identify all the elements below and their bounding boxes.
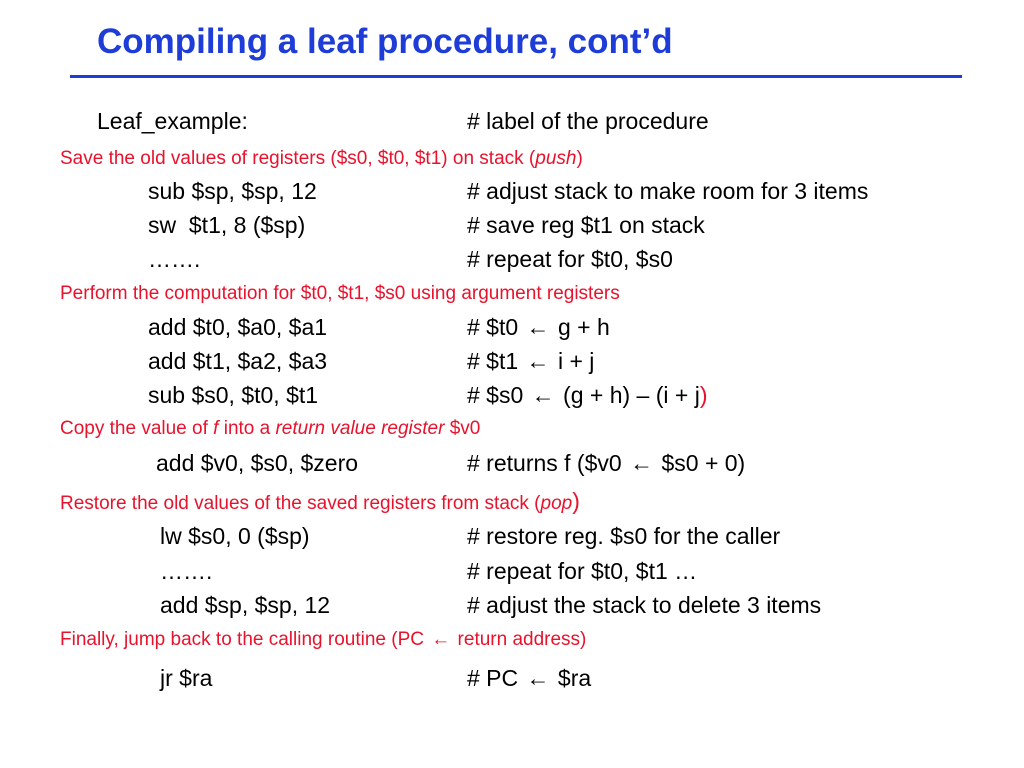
finally-heading-pre: Finally, jump back to the calling routine (PC [60, 629, 424, 650]
copy-heading-c: into a [218, 418, 276, 439]
restore-heading [60, 488, 580, 515]
finally-heading-post: return address) [457, 629, 587, 650]
comment-add-t1-post: i + j [557, 348, 595, 374]
comment-add-t0-pre: # $t0 [467, 314, 519, 340]
code-line-lw-s0: lw $s0, 0 ($sp) [160, 523, 310, 549]
copy-heading-f: f [213, 418, 219, 439]
copy-heading-a: Copy the value of [60, 418, 214, 439]
comment-add-t0-post: g + h [557, 314, 610, 340]
comment-add-v0-pre: # returns f ($v0 [467, 450, 622, 476]
comment-sub-s0-tail: ) [699, 382, 708, 408]
save-heading-push: push [535, 148, 577, 169]
code-line-add-t0: add $t0, $a0, $a1 [148, 314, 328, 340]
left-arrow-icon: ← [531, 382, 555, 408]
copy-heading-register: return value register [275, 418, 445, 439]
code-line-add-sp: add $sp, $sp, 12 [160, 592, 331, 618]
comment-add-v0 [467, 450, 745, 477]
code-line-add-t1: add $t1, $a2, $a3 [148, 348, 328, 374]
save-heading-close: ) [576, 148, 583, 169]
comment-lw-s0: # restore reg. $s0 for the caller [467, 523, 781, 549]
save-heading-text: Save the old values of registers ($s0, $t0, $t1) on stack ( [60, 148, 536, 169]
comment-sub-s0-pre: # $s0 [467, 382, 524, 408]
comment-jr-ra-post: $ra [557, 665, 592, 691]
left-arrow-icon: ← [431, 629, 451, 650]
copy-heading [60, 418, 480, 440]
restore-heading-close: ) [572, 488, 580, 514]
code-line-sub-s0: sub $s0, $t0, $t1 [148, 382, 319, 408]
code-line-jr-ra: jr $ra [160, 665, 213, 691]
comment-add-sp: # adjust the stack to delete 3 items [467, 592, 822, 618]
procedure-label: Leaf_example: [97, 108, 248, 134]
comment-add-t0 [467, 314, 610, 341]
comment-jr-ra-pre: # PC [467, 665, 519, 691]
comment-repeat-save: # repeat for $t0, $s0 [467, 246, 673, 272]
finally-heading [60, 629, 586, 651]
restore-heading-pop: pop [540, 493, 573, 514]
left-arrow-icon: ← [526, 348, 550, 374]
compute-heading: Perform the computation for $t0, $t1, $s0 using argument registers [60, 283, 620, 304]
code-line-add-v0: add $v0, $s0, $zero [156, 450, 359, 476]
title-underline [70, 75, 962, 78]
comment-sub-s0 [467, 382, 708, 409]
left-arrow-icon: ← [630, 450, 654, 476]
slide-title: Compiling a leaf procedure, cont’d [97, 22, 673, 61]
restore-heading-text: Restore the old values of the saved registers from stack ( [60, 493, 541, 514]
copy-heading-e: $v0 [444, 418, 481, 439]
comment-sub-s0-post: (g + h) – (i + j [563, 382, 700, 408]
comment-repeat-restore: # repeat for $t0, $t1 … [467, 558, 698, 584]
left-arrow-icon: ← [526, 314, 550, 340]
comment-add-v0-post: $s0 + 0) [661, 450, 746, 476]
code-line-ellipsis-save: ……. [148, 246, 201, 272]
save-heading [60, 148, 583, 170]
comment-add-t1-pre: # $t1 [467, 348, 519, 374]
code-line-sw-t1: sw $t1, 8 ($sp) [148, 212, 306, 238]
code-line-ellipsis-restore: ……. [160, 558, 213, 584]
comment-add-t1 [467, 348, 594, 375]
comment-sw-t1: # save reg $t1 on stack [467, 212, 705, 238]
procedure-label-comment: # label of the procedure [467, 108, 709, 134]
code-line-sub-sp: sub $sp, $sp, 12 [148, 178, 317, 204]
comment-sub-sp: # adjust stack to make room for 3 items [467, 178, 869, 204]
left-arrow-icon: ← [526, 665, 550, 691]
comment-jr-ra [467, 665, 591, 692]
